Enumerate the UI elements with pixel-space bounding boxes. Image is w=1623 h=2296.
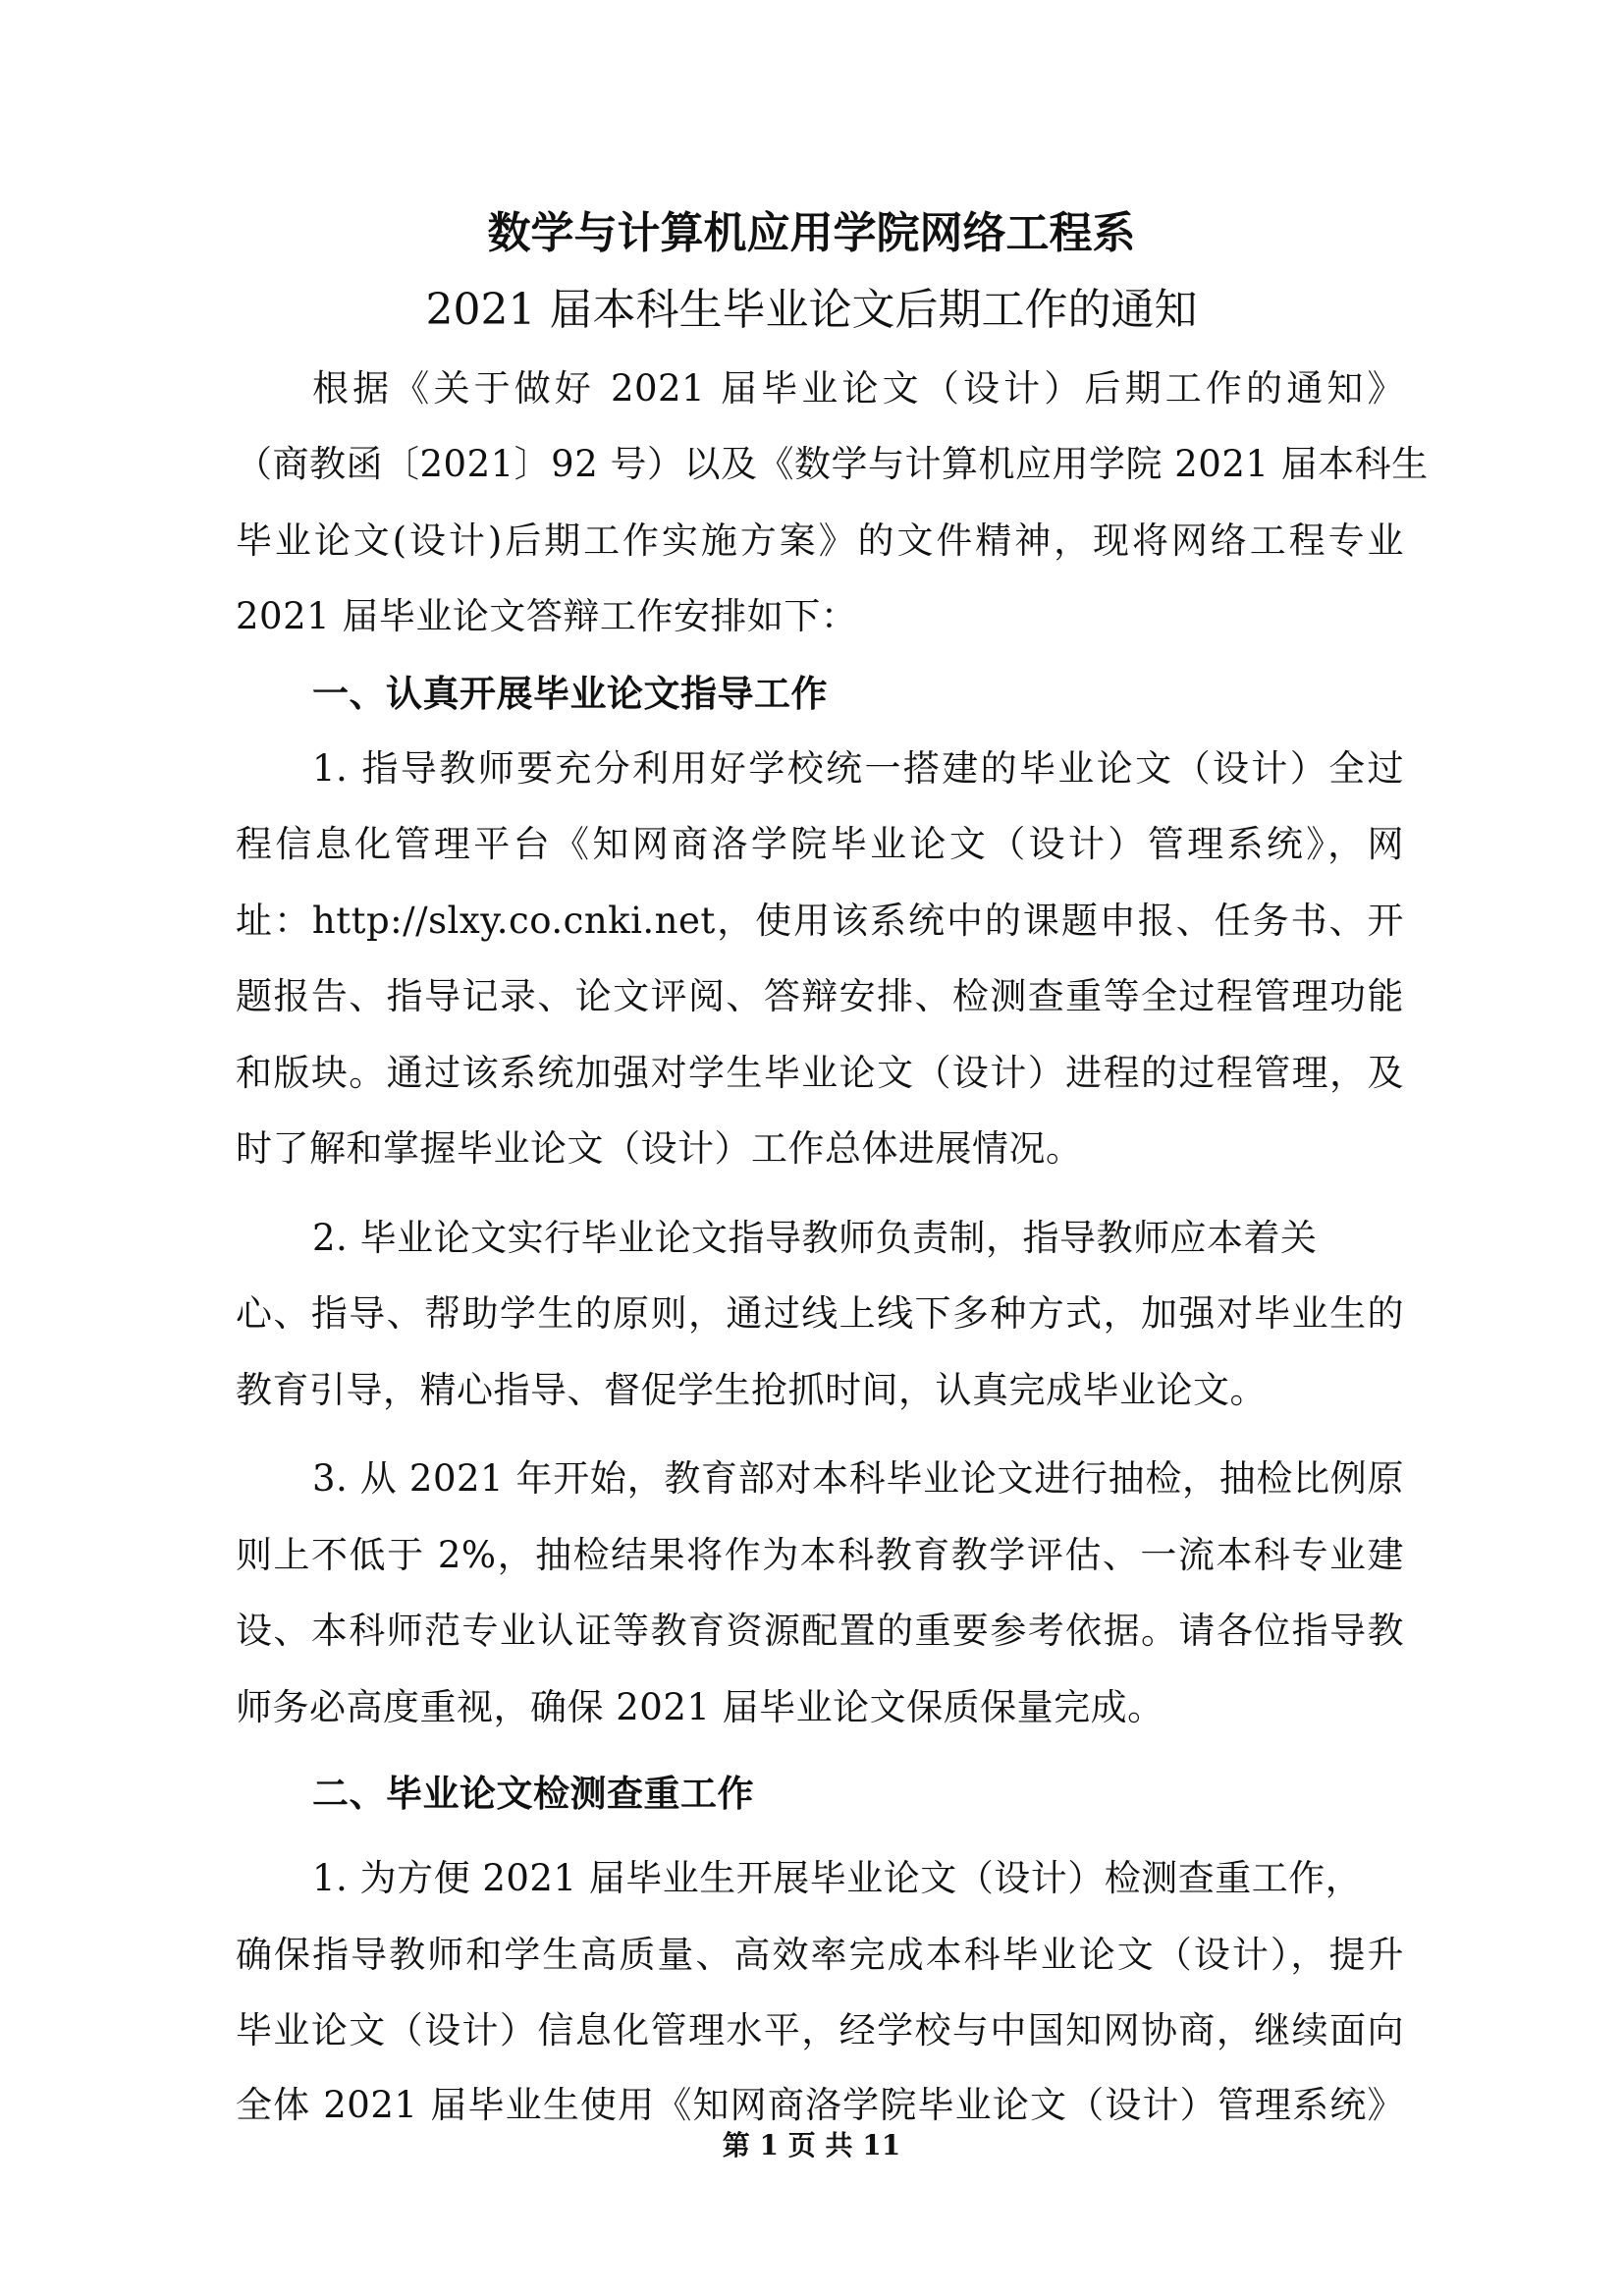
section-1-item-1-line: 时了解和掌握毕业论文（设计）工作总体进展情况。 bbox=[236, 1127, 1083, 1170]
intro-line: 2021 届毕业论文答辩工作安排如下： bbox=[236, 595, 858, 637]
section-1-item-1-line: 址：http://slxy.co.cnki.net，使用该系统中的课题申报、任务书、开 bbox=[236, 900, 1404, 942]
section-1-item-1-line: 题报告、指导记录、论文评阅、答辩安排、检测查重等全过程管理功能 bbox=[236, 975, 1404, 1017]
section-1-item-3-line: 则上不低于 2%，抽检结果将作为本科教育教学评估、一流本科专业建 bbox=[236, 1534, 1404, 1576]
intro-line: （商教函〔2021〕92 号）以及《数学与计算机应用学院 2021 届本科生 bbox=[236, 443, 1429, 485]
section-2-item-1-line: 1. 为方便 2021 届毕业生开展毕业论文（设计）检测查重工作， bbox=[312, 1857, 1363, 1899]
page-number-footer: 第 1 页 共 11 bbox=[722, 2129, 901, 2161]
document-title-line-1: 数学与计算机应用学院网络工程系 bbox=[487, 208, 1136, 258]
section-1-item-1-line: 程信息化管理平台《知网商洛学院毕业论文（设计）管理系统》，网 bbox=[236, 823, 1404, 865]
section-2-item-1-line: 确保指导教师和学生高质量、高效率完成本科毕业论文（设计），提升 bbox=[236, 1934, 1404, 1976]
section-1-item-2-line: 2. 毕业论文实行毕业论文指导教师负责制，指导教师应本着关 bbox=[312, 1217, 1318, 1259]
section-2-item-1-line: 全体 2021 届毕业生使用《知网商洛学院毕业论文（设计）管理系统》 bbox=[236, 2084, 1404, 2126]
intro-line: 毕业论文(设计)后期工作实施方案》的文件精神，现将网络工程专业 bbox=[236, 519, 1404, 562]
intro-line: 根据《关于做好 2021 届毕业论文（设计）后期工作的通知》 bbox=[312, 367, 1404, 410]
section-1-item-1-line: 1. 指导教师要充分利用好学校统一搭建的毕业论文（设计）全过 bbox=[312, 747, 1404, 790]
document-title-line-2: 2021 届本科生毕业论文后期工作的通知 bbox=[425, 285, 1198, 335]
section-2-item-1-line: 毕业论文（设计）信息化管理水平，经学校与中国知网协商，继续面向 bbox=[236, 2009, 1404, 2051]
section-1-heading: 一、认真开展毕业论文指导工作 bbox=[312, 672, 828, 715]
section-1-item-3-line: 设、本科师范专业认证等教育资源配置的重要参考依据。请各位指导教 bbox=[236, 1610, 1404, 1652]
section-1-item-2-line: 心、指导、帮助学生的原则，通过线上线下多种方式，加强对毕业生的 bbox=[236, 1292, 1404, 1335]
section-2-heading: 二、毕业论文检测查重工作 bbox=[312, 1772, 754, 1815]
section-1-item-2-line: 教育引导，精心指导、督促学生抢抓时间，认真完成毕业论文。 bbox=[236, 1369, 1267, 1411]
section-1-item-3-line: 3. 从 2021 年开始，教育部对本科毕业论文进行抽检，抽检比例原 bbox=[312, 1457, 1404, 1500]
section-1-item-1-line: 和版块。通过该系统加强对学生毕业论文（设计）进程的过程管理，及 bbox=[236, 1052, 1404, 1094]
section-1-item-3-line: 师务必高度重视，确保 2021 届毕业论文保质保量完成。 bbox=[236, 1686, 1164, 1728]
